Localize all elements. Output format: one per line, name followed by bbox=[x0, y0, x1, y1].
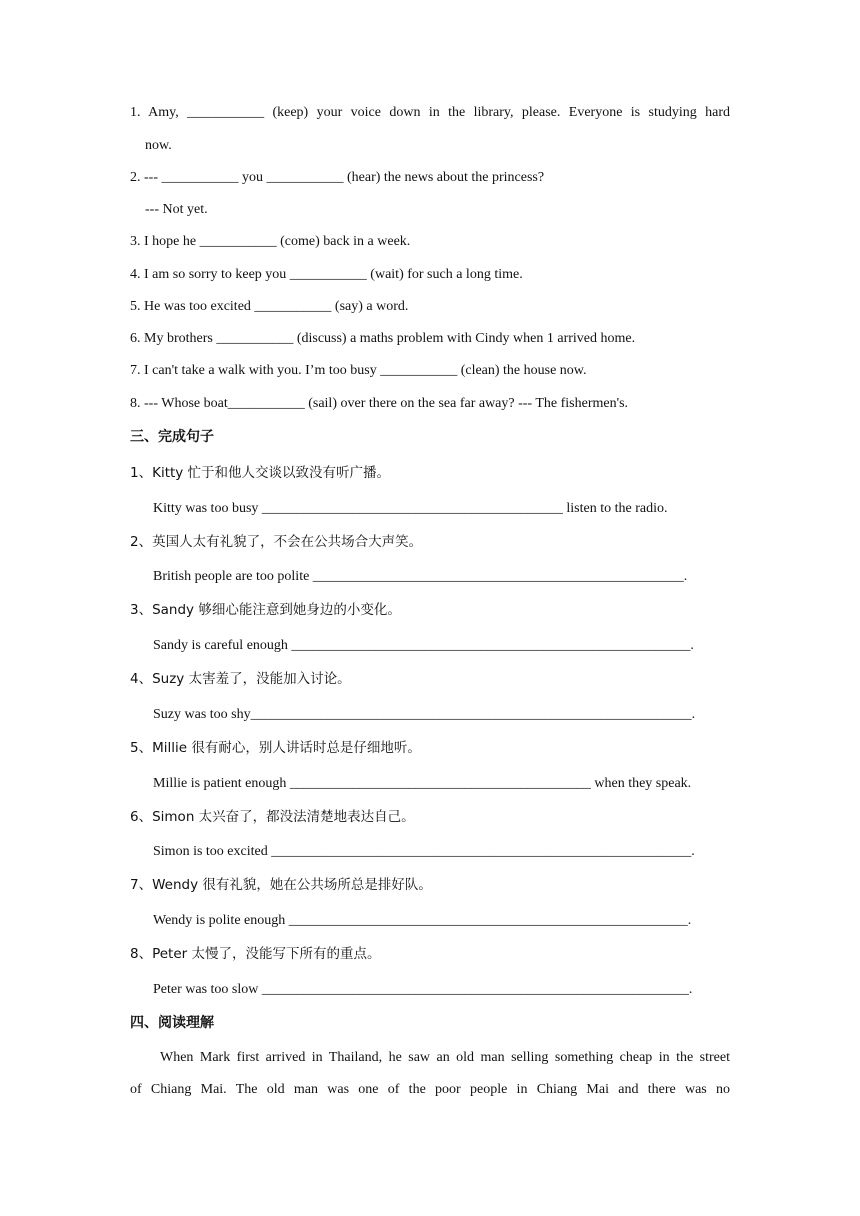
sentence-8-prompt: 8、Peter 太慢了，没能写下所有的重点。 bbox=[130, 946, 381, 962]
question-7: 7. I can't take a walk with you. I’m too busy ___________ (clean) the house now. bbox=[130, 363, 587, 378]
sentence-5-answer: Millie is patient enough ___________________________________________ when they speak. bbox=[153, 776, 692, 791]
question-5: 5. He was too excited ___________ (say) a word. bbox=[130, 299, 409, 314]
sentence-1-prompt: 1、Kitty 忙于和他人交谈以致没有听广播。 bbox=[130, 465, 391, 481]
question-1-continued: now. bbox=[145, 138, 172, 153]
question-1: 1. Amy, ___________ (keep) your voice down in the library, please. Everyone is studying hard bbox=[130, 105, 730, 120]
question-2: 2. --- ___________ you ___________ (hear) the news about the princess? bbox=[130, 170, 545, 185]
sentence-7-answer: Wendy is polite enough _________________________________________________________. bbox=[153, 913, 692, 928]
question-4: 4. I am so sorry to keep you ___________ (wait) for such a long time. bbox=[130, 267, 523, 282]
sentence-3-prompt: 3、Sandy 够细心能注意到她身边的小变化。 bbox=[130, 602, 401, 618]
question-3: 3. I hope he ___________ (come) back in a week. bbox=[130, 234, 411, 249]
sentence-4-prompt: 4、Suzy 太害羞了，没能加入讨论。 bbox=[130, 671, 351, 687]
passage-line-1: When Mark first arrived in Thailand, he saw an old man selling something cheap in the street bbox=[160, 1050, 730, 1065]
section-four-heading: 四、阅读理解 bbox=[130, 1015, 214, 1031]
section-three-heading: 三、完成句子 bbox=[130, 429, 214, 445]
sentence-2-answer: British people are too polite _____________________________________________________. bbox=[153, 569, 688, 584]
sentence-5-prompt: 5、Millie 很有耐心，别人讲话时总是仔细地听。 bbox=[130, 740, 421, 756]
question-6: 6. My brothers ___________ (discuss) a maths problem with Cindy when 1 arrived home. bbox=[130, 331, 636, 346]
question-2-reply: --- Not yet. bbox=[145, 202, 208, 217]
sentence-1-answer: Kitty was too busy ___________________________________________ listen to the radio. bbox=[153, 501, 668, 516]
sentence-4-answer: Suzy was too shy_______________________________________________________________. bbox=[153, 707, 696, 722]
sentence-7-prompt: 7、Wendy 很有礼貌，她在公共场所总是排好队。 bbox=[130, 877, 432, 893]
sentence-6-prompt: 6、Simon 太兴奋了，都没法清楚地表达自己。 bbox=[130, 809, 415, 825]
sentence-3-answer: Sandy is careful enough _________________________________________________________. bbox=[153, 638, 694, 653]
sentence-6-answer: Simon is too excited ____________________________________________________________. bbox=[153, 844, 695, 859]
sentence-8-answer: Peter was too slow _____________________________________________________________. bbox=[153, 982, 693, 997]
passage-line-2: of Chiang Mai. The old man was one of the poor people in Chiang Mai and there was no bbox=[130, 1082, 730, 1097]
sentence-2-prompt: 2、英国人太有礼貌了，不会在公共场合大声笑。 bbox=[130, 534, 423, 550]
question-8: 8. --- Whose boat___________ (sail) over there on the sea far away? --- The fishermen's. bbox=[130, 396, 629, 411]
